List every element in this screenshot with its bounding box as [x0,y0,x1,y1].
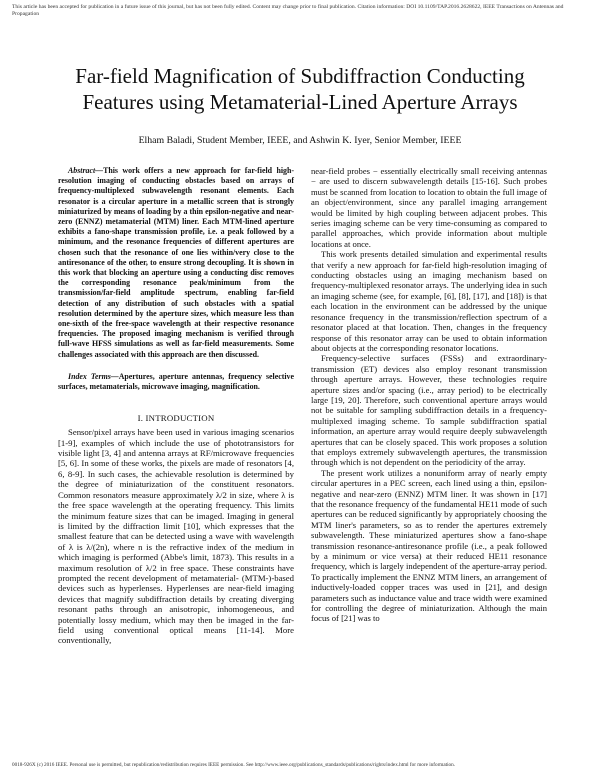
paper-title [20,63,580,115]
body-paragraph: near-field probes − essentially electrically small receiving antennas − are used to discern subwavelength details [15-16]. Such probes must be scanned from location to location to obtain the full image of an object/environment, since any parallel imaging arrangement would be limited by high coupling between adjacent probes. This series imaging scheme can be very time-consuming as compared to parallel approaches, which provide information about multiple locations at once. [311,166,547,249]
index-terms-heading: Index Terms— [68,371,119,381]
abstract-body: This work offers a new approach for far-field high-resolution imaging of conducting obstacles based on arrays of frequency-multiplexed subwavelength resonant elements. Each resonator is a circular aperture in a metallic screen that is strongly miniaturized by means of loading by a thin epsilon-negative and near-zero (ENNZ) metamaterial (MTM) liner. Each MTM-lined aperture exhibits a fano-shape transmission profile, i.e. a peak followed by a minimum, and the resonance frequencies of different apertures are chosen such that the resonance of one lies within/very close to the antiresonance of the other, to ensure strong decoupling. It is shown in this work that blocking an aperture using a conducting disc removes the corresponding resonance peak/minimum from the transmission/far-field amplitude spectrum, enabling far-field detection of any distribution of such obstacles with a spatial resolution determined by the aperture sizes, which measure less than one-sixth of the free-space wavelength at their respective resonance frequencies. The proposed imaging mechanism is verified through full-wave HFSS simulations as well as far-field measurements. Some challenges associated with this approach are then discussed. [58,166,294,359]
title-line-2: Features using Metamaterial-Lined Aperture Arrays [82,90,518,114]
section-heading-introduction: I. INTRODUCTION [137,413,215,424]
abstract-heading: Abstract— [68,166,104,175]
abstract [58,166,294,360]
body-paragraph: Sensor/pixel arrays have been used in various imaging scenarios [1-9], examples of which include the use of phototransistors for visible light [3, 4] and antenna arrays at RF/microwave frequencies [5, 6]. In some of these works, the pixels are made of resonators [4, 6, 8-9]. In such cases, the achievable resolution is determined by the degree of miniaturization of the constituent resonators. Common resonators measure approximately λ/2 in size, where λ is the free space wavelength at the operating frequency. This limits the minimum feature sizes that can be imaged. Imaging in general is limited by the diffraction limit [10], which expresses that the smallest feature that can be detected using a wave with wavelength of λ is λ/(2n), where n is the refractive index of the medium in which imaging is performed (Abbe's limit, 1873). This results in a maximum resolution of λ/2 in free space. These constraints have prompted the recent development of metamaterial- (MTM-)-based devices such as hyperlenses. Hyperlenses are near-field imaging devices that magnify subdiffraction details by creating diverging resonant paths through an anisotropic, inhomogeneous, and potentially lossy medium, which may then be imaged in the far-field using conventional optical means [11-14]. More conventionally, [58,427,294,646]
left-column [58,166,294,646]
index-terms-body: Apertures, aperture antennas, frequency selective surfaces, metamaterials, microwave imaging, magnification. [58,371,295,392]
publication-notice: This article has been accepted for publication in a future issue of this journal, but has not been fully edited. Content may change prior to final publication. Citation information: DOI 10.1109/TAP.2016.2628622, IEEE Transactions on Antennas and Propagation [12,4,564,18]
right-column [311,166,547,624]
author-line: Elham Baladi, Student Member, IEEE, and Ashwin K. Iyer, Senior Member, IEEE [138,135,462,146]
index-terms [58,372,294,392]
body-paragraph: This work presents detailed simulation and experimental results that verify a new approach for far-field high-resolution imaging of conducting obstacles using an imaging mechanism based on frequency-multiplexed resonator arrays. The underlying idea in such an imaging scheme (see, for example, [6], [8], [17], and [18]) is that each location in the environment can be addressed by the unique resonance frequency in the transmission/reflection spectrum of a resonator placed at that location. Then, changes in the frequency response of this resonator array can be used to obtain information about objects at the corresponding resonator locations. [311,249,547,353]
body-paragraph: The present work utilizes a nonuniform array of nearly empty circular apertures in a PEC screen, each lined using a thin, epsilon-negative and near-zero (ENNZ) MTM liner. It was shown in [17] that the resonance frequency of the fundamental HE11 mode of such apertures can be reduced significantly by appropriately choosing the MTM liner's parameters, so as to render the apertures extremely subwavelength. These miniaturized apertures show a fano-shape transmission resonance-antiresonance profile (i.e., a peak followed by a minimum or vice versa) at their reduced HE11 resonance frequency, which is largely independent of the aperture-array period. To practically implement the ENNZ MTM liners, an arrangement of inductively-loaded copper traces was used in [21], and design parameters such as inductance value and trace width were examined for controlling the degree of miniaturization. Although the main focus of [21] was to [311,467,547,624]
copyright-footer: 0018-926X (c) 2016 IEEE. Personal use is permitted, but republication/redistribution requires IEEE permission. See http://www.ieee.org/publications_standards/publications/rights/index.html for more information. [12,762,456,768]
title-line-1: Far-field Magnification of Subdiffraction Conducting [75,64,525,88]
body-paragraph: Frequency-selective surfaces (FSSs) and extraordinary-transmission (ET) devices also employ resonant transmission through aperture arrays. However, these technologies require aperture sizes and/or spacing (i.e., array period) to be electrically large [19, 20]. Therefore, such conventional aperture arrays would not be suitable for sampling subdiffraction details in a frequency-multiplexed imaging scheme. To sample subdiffraction spatial information, an aperture array would require deeply subwavelength apertures that can be closely spaced. This work proposes a solution that employs extremely subwavelength apertures, the transmission through which is not dependent on the periodicity of the array. [311,353,547,468]
